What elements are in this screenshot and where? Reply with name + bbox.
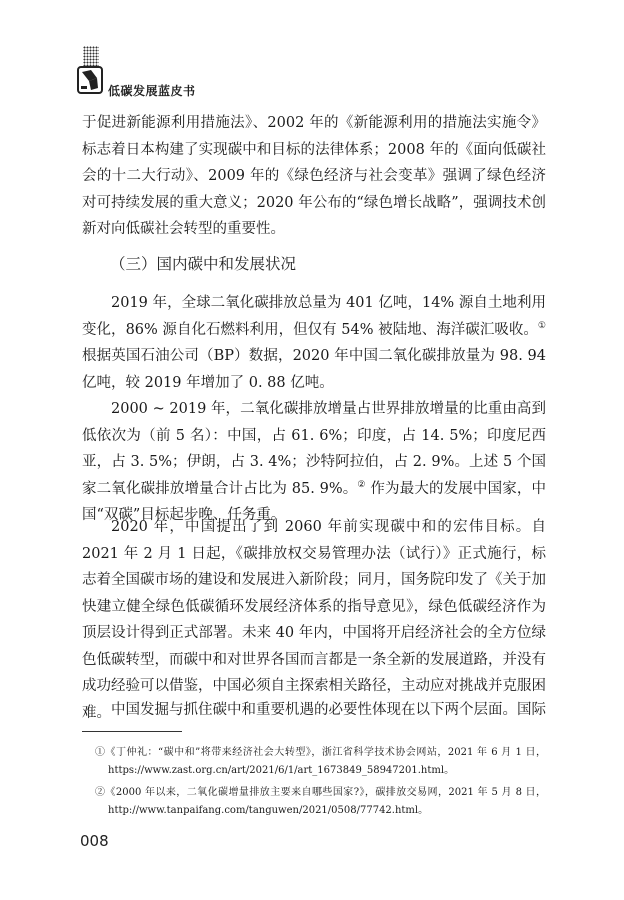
paragraph-3-text-cont: 作为最大的发展中国家，中国“双碳”目标起步晚、任务重。 [82, 480, 547, 523]
paragraph-4: 2020 年，中国提出了到 2060 年前实现碳中和的宏伟目标。自 2021 年 2 月 1 日起，《碳排放权交易管理办法（试行）》正式施行，标志着全国碳市场的建设和发展进入新阶段；同月，国务院印发了《关于加快建立健全绿色低碳循环发展经济体系的指导意见》，绿色低碳经济作为顶层设计得到正式部署。未来 40 年内，中国将开启经济社会的全方位绿色低碳转型，而碳中和对世界各国而言都是一条全新的发展道路，并没有成功经验可以借鉴，中国必须自主探索相关路径，主动应对挑战并克服困难。 [82, 519, 546, 721]
paragraph-2-text-cont: 根据英国石油公司（BP）数据，2020 年中国二氧化碳排放量为 98. 94 亿吨，较 2019 年增加了 0. 88 亿吨。 [82, 348, 546, 391]
paragraph-2-text: 2019 年，全球二氧化碳排放总量为 401 亿吨，14% 源自土地利用变化，86% 源自化石燃料利用，但仅有 54% 被陆地、海洋碳汇吸收。 [82, 295, 546, 338]
series-title: 低碳发展蓝皮书 [108, 84, 196, 98]
page-number: 008 [80, 832, 109, 850]
footnote-divider [82, 731, 182, 732]
paragraph-1: 于促进新能源利用措施法》、2002 年的《新能源利用的措施法实施令》标志着日本构建了实现碳中和目标的法律体系；2008 年的《面向低碳社会的十二大行动》、2009 年的《绿色经济与社会变革》强调了绿色经济对可持续发展的重大意义；2020 年公布的“绿色增长战略”，强调技术创新对向低碳社会转型的重要性。 [82, 115, 546, 237]
footnote-ref-2[interactable]: ② [357, 479, 366, 490]
footnote-ref-1[interactable]: ① [537, 320, 546, 331]
footnote-2: ②《2000 年以来，二氧化碳增量排放主要来自哪些国家?》，碳排放交易网，2021 年 5 月 8 日，http://www.tanpaifang.com/tanguwen/2021/0508/77742.html。 [95, 787, 546, 816]
paragraph-5: 中国发掘与抓住碳中和重要机遇的必要性体现在以下两个层面。国际 [111, 702, 546, 718]
section-heading: （三）国内碳中和发展状况 [110, 255, 297, 273]
book-logo-icon [77, 66, 103, 94]
paragraph-3 [82, 396, 546, 529]
paragraph-3-text: 2000 ~ 2019 年，二氧化碳排放增量占世界排放增量的比重由高到低依次为（前 5 名）：中国，占 61. 6%；印度，占 14. 5%；印度尼西亚，占 3. 5%；伊朗，占 3. 4%；沙特阿拉伯，占 2. 9%。上述 5 个国家二氧化碳排放增量合计占比为 85. 9%。 [82, 401, 546, 497]
decorative-dot-grid [83, 46, 99, 68]
footnote-1: ①《丁仲礼：“碳中和”将带来经济社会大转型》，浙江省科学技术协会网站，2021 年 6 月 1 日，https://www.zast.org.cn/art/2021/6/1/art_1673849_58947201.html。 [95, 747, 546, 776]
paragraph-2 [82, 290, 546, 396]
